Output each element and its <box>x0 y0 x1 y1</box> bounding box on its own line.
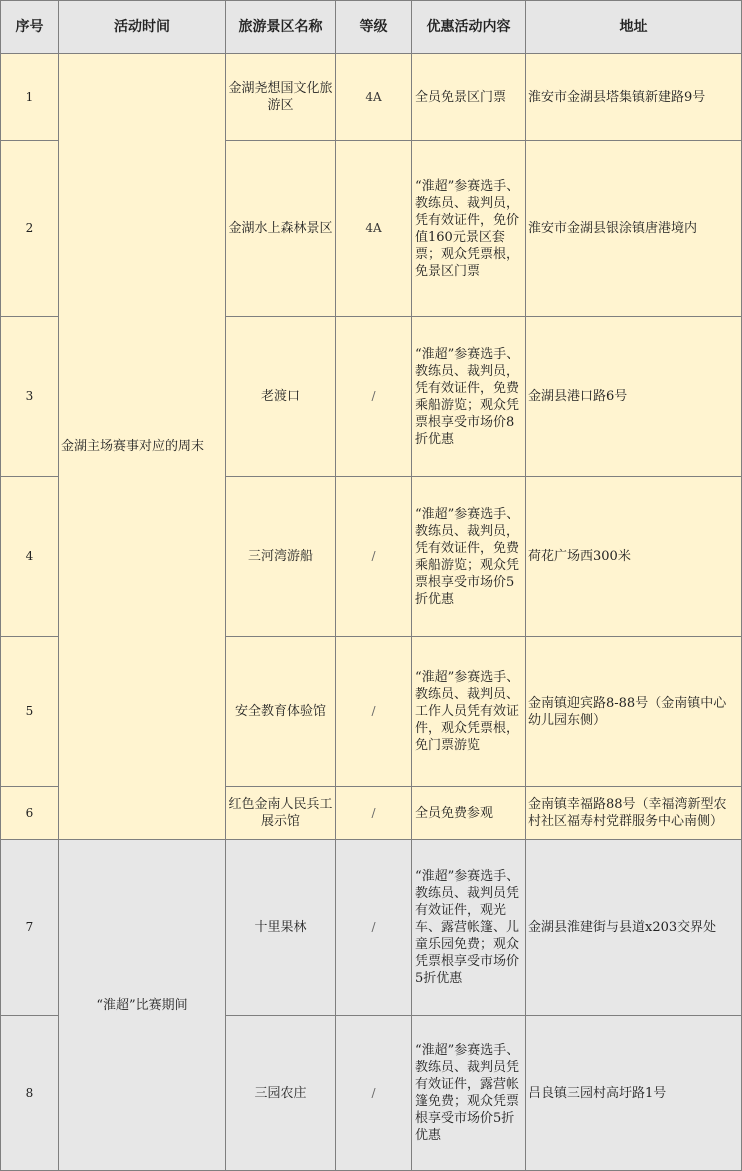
address: 金南镇迎宾路8-88号（金南镇中心幼儿园东侧） <box>526 637 742 787</box>
grade: / <box>336 840 412 1016</box>
offer-content: 全员免景区门票 <box>412 54 526 141</box>
row-no: 8 <box>1 1016 59 1171</box>
address: 金湖县淮建街与县道x203交界处 <box>526 840 742 1016</box>
offer-content: “淮超”参赛选手、教练员、裁判员，凭有效证件，免费乘船游览；观众凭票根享受市场价8折优惠 <box>412 317 526 477</box>
address: 吕良镇三园村高圩路1号 <box>526 1016 742 1171</box>
header-row <box>1 1 742 54</box>
period-cell: “淮超”比赛期间 <box>59 840 226 1171</box>
row-no: 1 <box>1 54 59 141</box>
offer-content: “淮超”参赛选手、教练员、裁判员凭有效证件，观光车、露营帐篷、儿童乐园免费；观众凭票根享受市场价5折优惠 <box>412 840 526 1016</box>
grade: / <box>336 477 412 637</box>
header-grade: 等级 <box>336 1 412 54</box>
scenic-name: 红色金南人民兵工展示馆 <box>226 787 336 840</box>
scenic-name: 十里果林 <box>226 840 336 1016</box>
scenic-name: 老渡口 <box>226 317 336 477</box>
row-no: 4 <box>1 477 59 637</box>
offer-content: “淮超”参赛选手、教练员、裁判员，凭有效证件，免费乘船游览；观众凭票根享受市场价5折优惠 <box>412 477 526 637</box>
grade: / <box>336 637 412 787</box>
row-no: 5 <box>1 637 59 787</box>
table-row <box>1 54 742 141</box>
row-no: 7 <box>1 840 59 1016</box>
header-no: 序号 <box>1 1 59 54</box>
header-period: 活动时间 <box>59 1 226 54</box>
grade: / <box>336 317 412 477</box>
scenic-name: 三园农庄 <box>226 1016 336 1171</box>
address: 荷花广场西300米 <box>526 477 742 637</box>
table-row <box>1 840 742 1016</box>
address: 淮安市金湖县银涂镇唐港境内 <box>526 141 742 317</box>
address: 淮安市金湖县塔集镇新建路9号 <box>526 54 742 141</box>
period-cell: 金湖主场赛事对应的周末 <box>59 54 226 840</box>
scenic-name: 安全教育体验馆 <box>226 637 336 787</box>
grade: 4A <box>336 54 412 141</box>
header-offer: 优惠活动内容 <box>412 1 526 54</box>
offer-content: “淮超”参赛选手、教练员、裁判员，凭有效证件，免价值160元景区套票；观众凭票根，免景区门票 <box>412 141 526 317</box>
offer-content: 全员免费参观 <box>412 787 526 840</box>
scenic-name: 金湖水上森林景区 <box>226 141 336 317</box>
grade: / <box>336 787 412 840</box>
header-address: 地址 <box>526 1 742 54</box>
row-no: 6 <box>1 787 59 840</box>
row-no: 3 <box>1 317 59 477</box>
grade: / <box>336 1016 412 1171</box>
address: 金湖县港口路6号 <box>526 317 742 477</box>
address: 金南镇幸福路88号（幸福湾新型农村社区福寿村党群服务中心南侧） <box>526 787 742 840</box>
row-no: 2 <box>1 141 59 317</box>
offer-content: “淮超”参赛选手、教练员、裁判员、工作人员凭有效证件，观众凭票根，免门票游览 <box>412 637 526 787</box>
scenic-name: 金湖尧想国文化旅游区 <box>226 54 336 141</box>
offer-content: “淮超”参赛选手、教练员、裁判员凭有效证件，露营帐篷免费；观众凭票根享受市场价5折优惠 <box>412 1016 526 1171</box>
grade: 4A <box>336 141 412 317</box>
header-scenic-name: 旅游景区名称 <box>226 1 336 54</box>
scenic-name: 三河湾游船 <box>226 477 336 637</box>
